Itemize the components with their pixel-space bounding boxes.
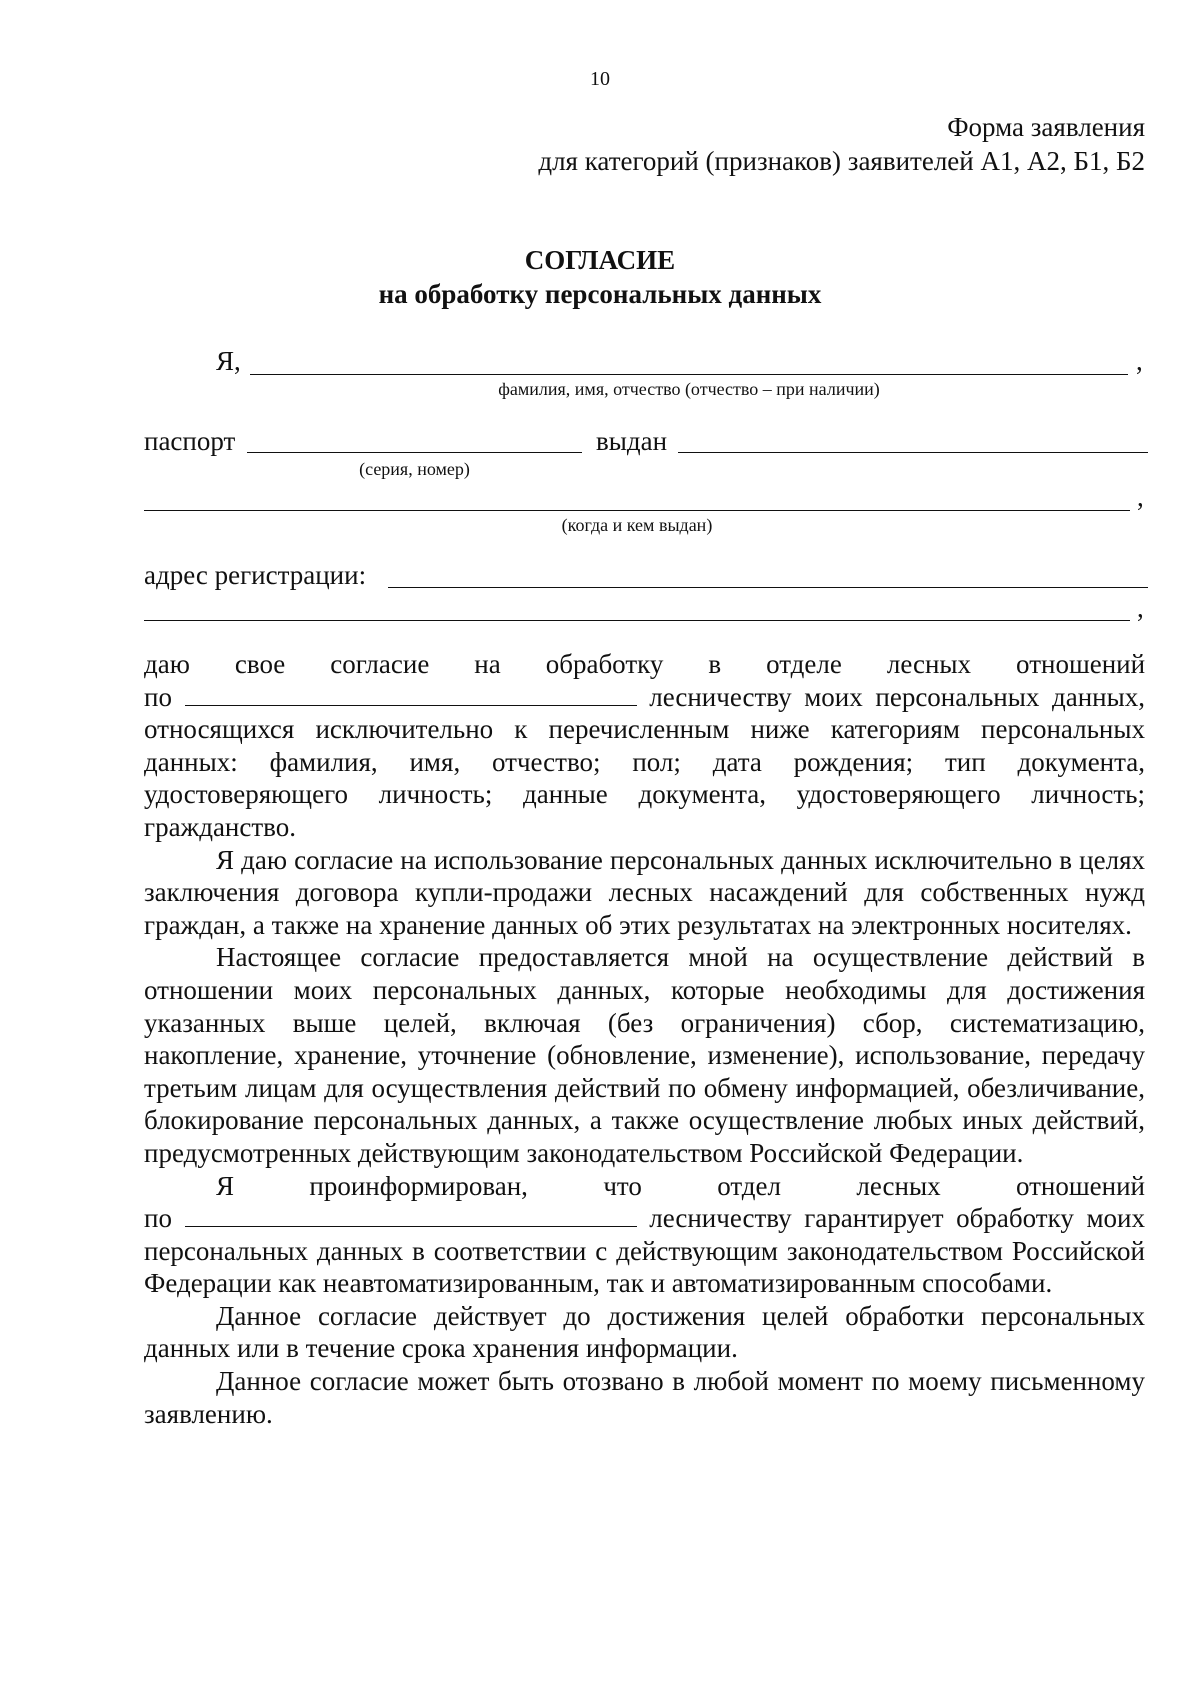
word: что bbox=[603, 1170, 642, 1201]
issued-comma: , bbox=[1137, 482, 1144, 512]
address-comma: , bbox=[1137, 593, 1144, 623]
word: по bbox=[144, 681, 172, 712]
word: отдел bbox=[717, 1170, 782, 1201]
passport-number-field[interactable] bbox=[247, 452, 582, 453]
word: в bbox=[708, 649, 722, 679]
passport-label: паспорт bbox=[144, 426, 236, 456]
word: лесных bbox=[886, 649, 972, 679]
p1-line1 bbox=[144, 648, 1145, 681]
issued-caption: (когда и кем выдан) bbox=[561, 515, 713, 535]
fio-caption: фамилия, имя, отчество (отчество – при наличии) bbox=[498, 379, 880, 399]
form-header bbox=[538, 110, 1145, 178]
paragraph-1 bbox=[144, 648, 1145, 844]
word: по bbox=[144, 1203, 172, 1234]
address-field-line2[interactable] bbox=[144, 620, 1130, 621]
consent-body bbox=[144, 648, 1145, 1430]
word: лесных bbox=[856, 1170, 941, 1201]
document-title bbox=[0, 243, 1200, 311]
word: отделе bbox=[766, 649, 842, 679]
form-header-line1: Форма заявления bbox=[947, 112, 1145, 142]
form-header-line2: для категорий (признаков) заявителей А1, А2, Б1, Б2 bbox=[538, 146, 1145, 176]
issued-label: выдан bbox=[596, 426, 668, 456]
p1-line2 bbox=[144, 681, 1145, 714]
word: отношений bbox=[1016, 649, 1146, 679]
word: даю bbox=[144, 649, 190, 679]
p4-line2-text: лесничеству гарантирует обработку моих bbox=[649, 1203, 1145, 1234]
forestry-name-field-2[interactable] bbox=[185, 1204, 637, 1227]
fio-comma: , bbox=[1136, 346, 1143, 376]
issued-details-field[interactable] bbox=[144, 510, 1130, 511]
word: свое bbox=[234, 649, 286, 679]
paragraph-5: Данное согласие действует до достижения целей обработки персональных данных или в течение срока хранения информации. bbox=[144, 1300, 1145, 1364]
address-field[interactable] bbox=[388, 587, 1148, 588]
paragraph-6: Данное согласие может быть отозвано в любой момент по моему письменному заявлению. bbox=[144, 1366, 1145, 1429]
title-sub: на обработку персональных данных bbox=[378, 279, 822, 309]
p1-line2-text: лесничеству моих персональных данных, bbox=[649, 681, 1146, 712]
word: Я bbox=[216, 1170, 235, 1201]
paragraph-2: Я даю согласие на использование персональных данных исключительно в целях заключения договора купли-продажи лесных насаждений для собственных нужд граждан, а также на хранение данных об этих результатах на электронных носителях. bbox=[144, 844, 1145, 940]
p4-line1 bbox=[144, 1170, 1145, 1203]
word: на bbox=[474, 649, 501, 679]
fio-field[interactable] bbox=[250, 374, 1128, 375]
paragraph-4 bbox=[144, 1170, 1145, 1300]
address-label: адрес регистрации: bbox=[144, 560, 367, 590]
word: согласие bbox=[330, 649, 430, 679]
forestry-name-field-1[interactable] bbox=[185, 683, 637, 706]
word: отношений bbox=[1015, 1170, 1145, 1201]
paragraph-3: Настоящее согласие предоставляется мной на осуществление действий в отношении моих персональных данных, которые необходимы для достижения указанных выше целей, включая (без ограничения) сбор, систематизацию, накопление, хранение, уточнение (обновление, изменение), использование, передачу третьим лицам для осуществления действий по обмену информацией, обезличивание, блокирование персональных данных, а также осуществление любых иных действий, предусмотренных действующим законодательством Российской Федерации. bbox=[144, 942, 1145, 1168]
word: проинформирован, bbox=[309, 1170, 528, 1201]
i-label: Я, bbox=[216, 346, 241, 376]
p4-line2 bbox=[144, 1202, 1145, 1235]
word: обработку bbox=[545, 649, 664, 679]
title-main: СОГЛАСИЕ bbox=[524, 245, 676, 275]
p4-text: персональных данных в соответствии с действующим законодательством Российской Федерации как неавтоматизированным, так и автоматизированным способами. bbox=[144, 1235, 1145, 1299]
page-number: 10 bbox=[590, 68, 610, 90]
p1-text: относящихся исключительно к перечисленным ниже категориям персональных данных: фамилия, имя, отчество; пол; дата рождения; тип документа, удостоверяющего личность; данные документа, удостоверяющего личность; гражданство. bbox=[144, 714, 1145, 842]
issued-field[interactable] bbox=[678, 452, 1148, 453]
passport-caption: (серия, номер) bbox=[359, 459, 470, 479]
